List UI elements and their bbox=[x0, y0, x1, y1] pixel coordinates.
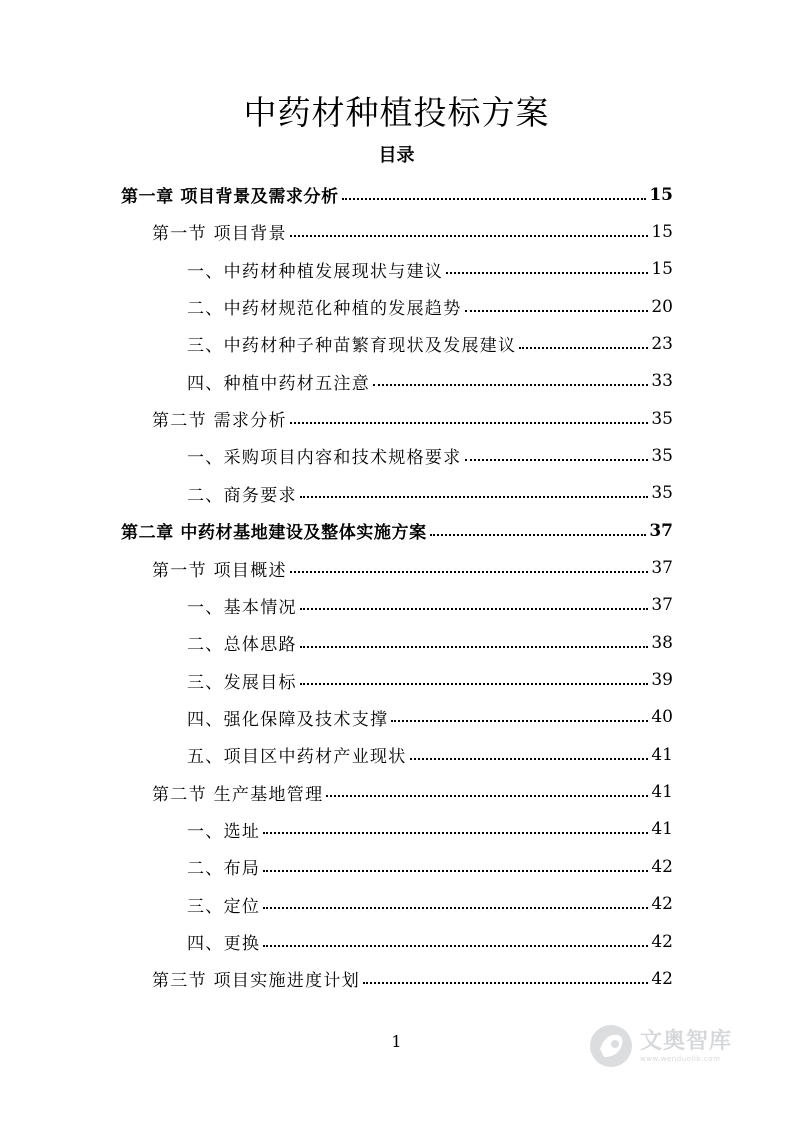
toc-entry-section[interactable] bbox=[152, 213, 673, 250]
toc-entry-page-number: 42 bbox=[651, 968, 673, 989]
toc-dot-leader bbox=[373, 384, 648, 386]
toc-dot-leader bbox=[519, 347, 648, 349]
toc-entry-item[interactable] bbox=[187, 699, 673, 736]
watermark-url: www.wenduolib.com bbox=[640, 1054, 721, 1063]
toc-entry-label: 一、基本情况 bbox=[187, 597, 297, 618]
toc-dot-leader bbox=[290, 571, 649, 573]
toc-entry-page-number: 35 bbox=[651, 445, 673, 466]
document-title: 中药材种植投标方案 bbox=[243, 93, 550, 132]
toc-dot-leader bbox=[290, 235, 649, 237]
toc-dot-leader bbox=[300, 496, 649, 498]
toc-entry-page-number: 15 bbox=[649, 184, 673, 205]
toc-entry-item[interactable] bbox=[187, 923, 673, 960]
toc-entry-label: 第二节 生产基地管理 bbox=[152, 784, 324, 805]
toc-dot-leader bbox=[263, 945, 648, 947]
toc-entry-label: 四、强化保障及技术支撑 bbox=[187, 709, 389, 730]
toc-dot-leader bbox=[342, 198, 647, 200]
toc-dot-leader bbox=[465, 310, 649, 312]
toc-entry-page-number: 37 bbox=[651, 595, 673, 616]
toc-entry-item[interactable] bbox=[187, 251, 673, 288]
toc-entry-page-number: 41 bbox=[651, 744, 673, 765]
toc-entry-label: 二、商务要求 bbox=[187, 485, 297, 506]
toc-entry-page-number: 39 bbox=[651, 670, 673, 691]
toc-heading: 目录 bbox=[378, 145, 415, 166]
toc-entry-page-number: 38 bbox=[651, 632, 673, 653]
toc-entry-item[interactable] bbox=[187, 363, 673, 400]
toc-entry-label: 第二节 需求分析 bbox=[152, 411, 287, 432]
toc-dot-leader bbox=[430, 534, 647, 536]
toc-entry-label: 二、总体思路 bbox=[187, 635, 297, 656]
toc-entry-item[interactable] bbox=[187, 736, 673, 773]
toc-entry-page-number: 15 bbox=[651, 259, 673, 280]
toc-entry-label: 一、中药材种植发展现状与建议 bbox=[187, 261, 444, 282]
toc-entry-label: 第一章 项目背景及需求分析 bbox=[121, 187, 339, 207]
toc-entry-item[interactable] bbox=[187, 288, 673, 325]
toc-dot-leader bbox=[410, 758, 649, 760]
toc-entry-section[interactable] bbox=[152, 960, 673, 997]
toc-entry-chapter[interactable] bbox=[121, 176, 673, 213]
toc-entry-section[interactable] bbox=[152, 550, 673, 587]
page-number: 1 bbox=[391, 1032, 402, 1051]
toc-entry-page-number: 40 bbox=[651, 707, 673, 728]
toc-entry-label: 三、中药材种子种苗繁育现状及发展建议 bbox=[187, 336, 517, 357]
toc-dot-leader bbox=[391, 720, 648, 722]
toc-entry-page-number: 15 bbox=[651, 221, 673, 242]
toc-dot-leader bbox=[326, 795, 648, 797]
toc-dot-leader bbox=[290, 422, 649, 424]
toc-dot-leader bbox=[465, 459, 649, 461]
toc-entry-label: 二、中药材规范化种植的发展趋势 bbox=[187, 299, 462, 320]
toc-entry-section[interactable] bbox=[152, 774, 673, 811]
toc-entry-page-number: 33 bbox=[651, 371, 673, 392]
toc-entry-page-number: 37 bbox=[649, 520, 673, 541]
toc-entry-item[interactable] bbox=[187, 886, 673, 923]
toc-entry-label: 第一节 项目概述 bbox=[152, 560, 287, 581]
toc-entry-section[interactable] bbox=[152, 400, 673, 437]
toc-dot-leader bbox=[263, 870, 648, 872]
toc-entry-page-number: 37 bbox=[651, 558, 673, 578]
watermark bbox=[588, 1016, 768, 1076]
toc-entry-item[interactable] bbox=[187, 475, 673, 512]
toc-entry-label: 第三节 项目实施进度计划 bbox=[152, 971, 361, 992]
toc-entry-chapter[interactable] bbox=[121, 512, 673, 549]
toc-dot-leader bbox=[300, 646, 649, 648]
toc-entry-page-number: 35 bbox=[651, 483, 673, 504]
toc-entry-label: 三、发展目标 bbox=[187, 672, 297, 693]
toc-entry-item[interactable] bbox=[187, 437, 673, 474]
toc-entry-page-number: 41 bbox=[651, 819, 673, 840]
toc-entry-item[interactable] bbox=[187, 587, 673, 624]
toc-entry-page-number: 42 bbox=[651, 931, 673, 952]
toc-entry-label: 四、更换 bbox=[187, 934, 261, 954]
toc-dot-leader bbox=[300, 683, 649, 685]
toc-dot-leader bbox=[446, 272, 648, 274]
toc-dot-leader bbox=[263, 907, 648, 909]
watermark-brand: 文奥智库 bbox=[640, 1028, 733, 1054]
brand-logo-icon bbox=[588, 1023, 634, 1069]
toc-entry-page-number: 41 bbox=[651, 782, 673, 803]
toc-entry-page-number: 20 bbox=[651, 296, 673, 317]
toc-entry-label: 五、项目区中药材产业现状 bbox=[187, 747, 407, 768]
toc-entry-label: 二、布局 bbox=[187, 859, 261, 880]
toc-entry-page-number: 42 bbox=[651, 894, 673, 915]
toc-entry-item[interactable] bbox=[187, 662, 673, 699]
toc-entry-page-number: 42 bbox=[651, 856, 673, 877]
toc-entry-item[interactable] bbox=[187, 811, 673, 848]
toc-dot-leader bbox=[363, 982, 648, 984]
toc-entry-label: 四、种植中药材五注意 bbox=[187, 373, 370, 394]
toc-entry-label: 第一节 项目背景 bbox=[152, 224, 287, 245]
toc-dot-leader bbox=[300, 608, 649, 610]
toc-entry-label: 第二章 中药材基地建设及整体实施方案 bbox=[121, 523, 427, 544]
toc-entry-label: 三、定位 bbox=[187, 896, 261, 917]
toc-dot-leader bbox=[263, 832, 648, 834]
toc-entry-label: 一、选址 bbox=[187, 821, 261, 842]
toc-entry-label: 一、采购项目内容和技术规格要求 bbox=[187, 448, 462, 469]
toc-entry-page-number: 35 bbox=[651, 408, 673, 429]
toc-entry-item[interactable] bbox=[187, 325, 673, 362]
toc-entry-page-number: 23 bbox=[651, 333, 673, 354]
toc-entry-item[interactable] bbox=[187, 624, 673, 661]
watermark-text bbox=[640, 1029, 732, 1064]
toc-entry-item[interactable] bbox=[187, 848, 673, 885]
